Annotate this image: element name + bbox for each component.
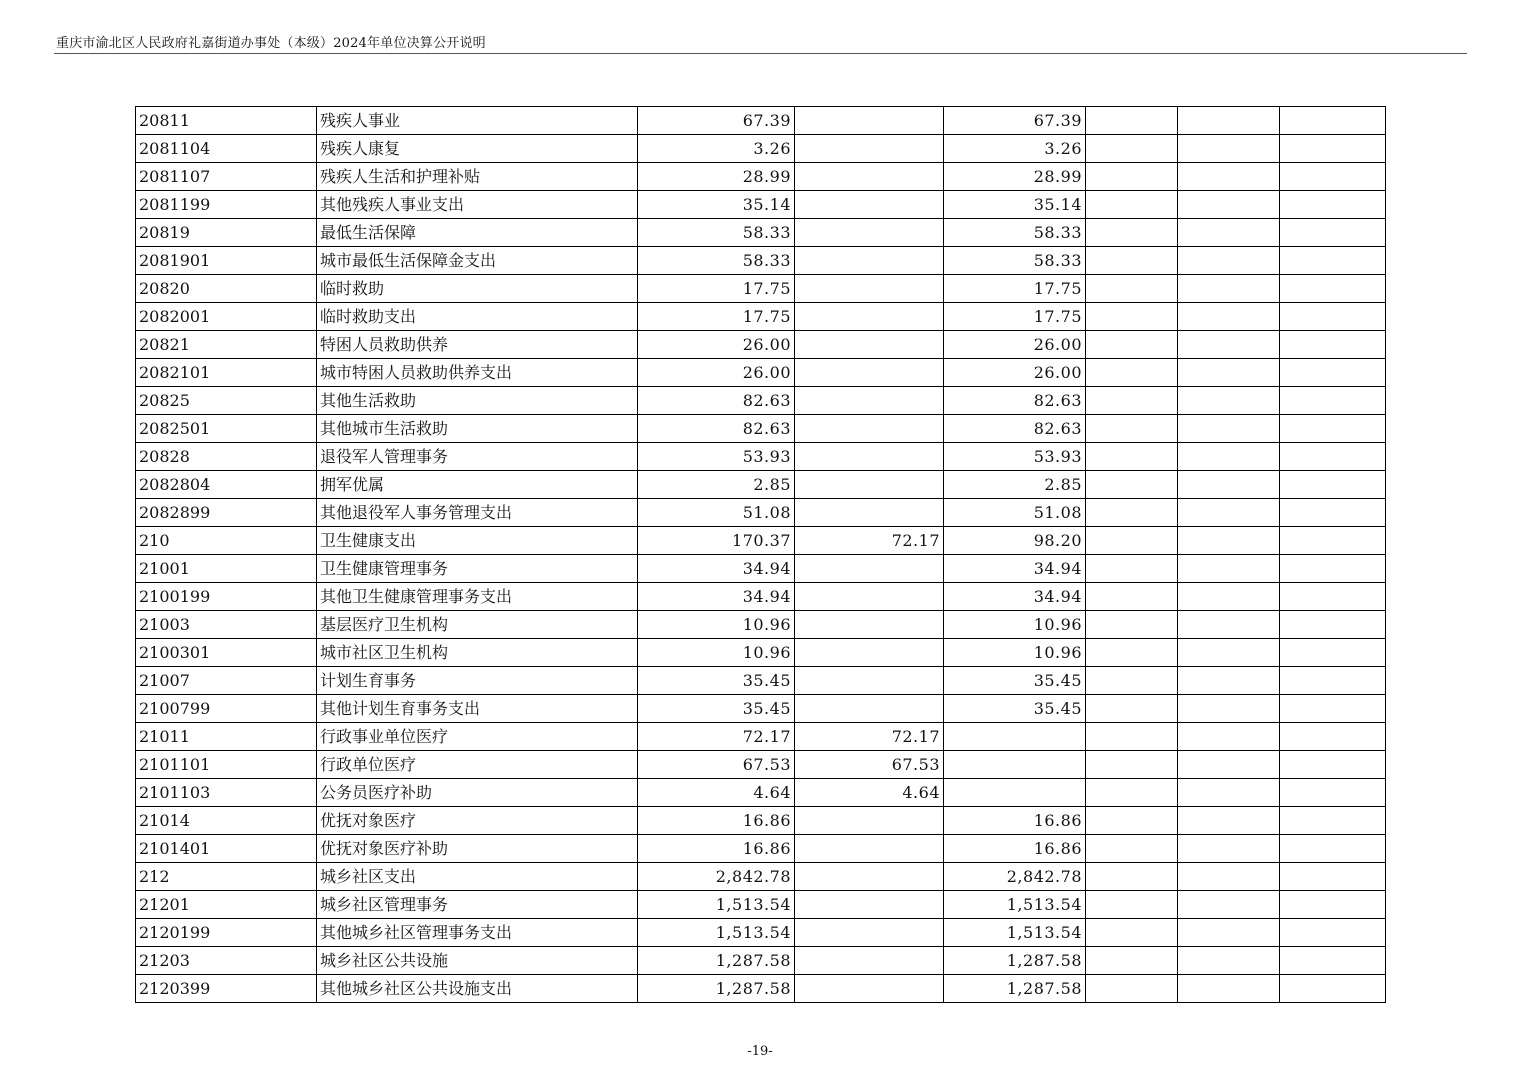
cell-subject-name: 拥军优属 xyxy=(317,471,638,499)
table-row xyxy=(136,723,1386,751)
table-row xyxy=(136,583,1386,611)
cell-empty xyxy=(1086,415,1178,443)
table-row xyxy=(136,975,1386,1003)
table-row xyxy=(136,247,1386,275)
cell-basic-expenditure xyxy=(795,107,944,135)
cell-basic-expenditure xyxy=(795,387,944,415)
cell-subject-code: 2120399 xyxy=(136,975,317,1003)
cell-total-expenditure: 17.75 xyxy=(638,303,795,331)
cell-empty xyxy=(1086,975,1178,1003)
cell-total-expenditure: 1,513.54 xyxy=(638,891,795,919)
cell-empty xyxy=(1086,667,1178,695)
table-row xyxy=(136,471,1386,499)
cell-basic-expenditure xyxy=(795,499,944,527)
cell-empty xyxy=(1280,835,1386,863)
cell-basic-expenditure xyxy=(795,331,944,359)
cell-empty xyxy=(1086,331,1178,359)
cell-project-expenditure: 2,842.78 xyxy=(944,863,1086,891)
table-row xyxy=(136,751,1386,779)
cell-subject-name: 残疾人生活和护理补贴 xyxy=(317,163,638,191)
cell-total-expenditure: 53.93 xyxy=(638,443,795,471)
cell-empty xyxy=(1178,779,1280,807)
cell-subject-name: 退役军人管理事务 xyxy=(317,443,638,471)
cell-empty xyxy=(1178,583,1280,611)
cell-empty xyxy=(1178,303,1280,331)
cell-empty xyxy=(1280,275,1386,303)
cell-project-expenditure: 58.33 xyxy=(944,219,1086,247)
cell-empty xyxy=(1280,471,1386,499)
cell-subject-name: 基层医疗卫生机构 xyxy=(317,611,638,639)
cell-project-expenditure: 17.75 xyxy=(944,303,1086,331)
table-row xyxy=(136,947,1386,975)
cell-subject-code: 2081107 xyxy=(136,163,317,191)
cell-empty xyxy=(1280,331,1386,359)
table-row xyxy=(136,135,1386,163)
cell-empty xyxy=(1280,751,1386,779)
cell-empty xyxy=(1086,163,1178,191)
cell-subject-code: 2081104 xyxy=(136,135,317,163)
cell-subject-code: 210 xyxy=(136,527,317,555)
cell-basic-expenditure xyxy=(795,667,944,695)
table-row xyxy=(136,359,1386,387)
cell-project-expenditure: 3.26 xyxy=(944,135,1086,163)
cell-empty xyxy=(1280,135,1386,163)
cell-empty xyxy=(1178,611,1280,639)
table-row xyxy=(136,191,1386,219)
cell-total-expenditure: 35.45 xyxy=(638,667,795,695)
cell-subject-name: 城市最低生活保障金支出 xyxy=(317,247,638,275)
cell-subject-code: 2082899 xyxy=(136,499,317,527)
cell-basic-expenditure xyxy=(795,303,944,331)
cell-total-expenditure: 10.96 xyxy=(638,611,795,639)
cell-empty xyxy=(1280,723,1386,751)
table-row xyxy=(136,499,1386,527)
cell-empty xyxy=(1280,387,1386,415)
cell-basic-expenditure xyxy=(795,471,944,499)
table-row xyxy=(136,891,1386,919)
cell-empty xyxy=(1178,219,1280,247)
table-row xyxy=(136,667,1386,695)
cell-project-expenditure: 16.86 xyxy=(944,835,1086,863)
page-number: -19- xyxy=(747,1044,773,1059)
cell-empty xyxy=(1178,891,1280,919)
cell-subject-code: 2081901 xyxy=(136,247,317,275)
cell-subject-code: 2100301 xyxy=(136,639,317,667)
cell-basic-expenditure xyxy=(795,555,944,583)
cell-subject-name: 优抚对象医疗 xyxy=(317,807,638,835)
cell-subject-code: 20821 xyxy=(136,331,317,359)
cell-basic-expenditure: 67.53 xyxy=(795,751,944,779)
cell-project-expenditure: 1,513.54 xyxy=(944,891,1086,919)
cell-empty xyxy=(1280,443,1386,471)
cell-empty xyxy=(1086,723,1178,751)
cell-empty xyxy=(1086,919,1178,947)
cell-subject-name: 其他城市生活救助 xyxy=(317,415,638,443)
cell-subject-code: 21014 xyxy=(136,807,317,835)
cell-project-expenditure: 35.14 xyxy=(944,191,1086,219)
cell-empty xyxy=(1086,807,1178,835)
cell-subject-name: 城乡社区公共设施 xyxy=(317,947,638,975)
cell-total-expenditure: 67.53 xyxy=(638,751,795,779)
cell-total-expenditure: 1,287.58 xyxy=(638,947,795,975)
cell-project-expenditure: 1,287.58 xyxy=(944,975,1086,1003)
cell-empty xyxy=(1178,471,1280,499)
cell-empty xyxy=(1280,975,1386,1003)
cell-empty xyxy=(1086,891,1178,919)
cell-empty xyxy=(1178,667,1280,695)
cell-subject-code: 20819 xyxy=(136,219,317,247)
table-row xyxy=(136,779,1386,807)
table-row xyxy=(136,807,1386,835)
cell-project-expenditure: 28.99 xyxy=(944,163,1086,191)
cell-total-expenditure: 58.33 xyxy=(638,219,795,247)
cell-total-expenditure: 10.96 xyxy=(638,639,795,667)
cell-empty xyxy=(1280,191,1386,219)
cell-total-expenditure: 34.94 xyxy=(638,583,795,611)
cell-empty xyxy=(1086,303,1178,331)
cell-total-expenditure: 26.00 xyxy=(638,331,795,359)
cell-empty xyxy=(1178,107,1280,135)
cell-total-expenditure: 26.00 xyxy=(638,359,795,387)
cell-empty xyxy=(1280,863,1386,891)
cell-empty xyxy=(1086,863,1178,891)
table-row xyxy=(136,835,1386,863)
cell-subject-code: 21003 xyxy=(136,611,317,639)
cell-empty xyxy=(1086,947,1178,975)
cell-subject-name: 特困人员救助供养 xyxy=(317,331,638,359)
cell-empty xyxy=(1178,723,1280,751)
cell-project-expenditure xyxy=(944,779,1086,807)
cell-subject-name: 其他生活救助 xyxy=(317,387,638,415)
cell-project-expenditure: 10.96 xyxy=(944,611,1086,639)
cell-project-expenditure: 35.45 xyxy=(944,667,1086,695)
cell-project-expenditure: 82.63 xyxy=(944,387,1086,415)
table-row xyxy=(136,163,1386,191)
cell-basic-expenditure xyxy=(795,191,944,219)
cell-total-expenditure: 34.94 xyxy=(638,555,795,583)
cell-empty xyxy=(1086,695,1178,723)
cell-basic-expenditure xyxy=(795,807,944,835)
cell-project-expenditure: 1,287.58 xyxy=(944,947,1086,975)
cell-empty xyxy=(1178,163,1280,191)
cell-project-expenditure: 1,513.54 xyxy=(944,919,1086,947)
table-row xyxy=(136,275,1386,303)
cell-subject-name: 其他城乡社区管理事务支出 xyxy=(317,919,638,947)
cell-empty xyxy=(1280,695,1386,723)
cell-subject-name: 城市社区卫生机构 xyxy=(317,639,638,667)
cell-empty xyxy=(1280,303,1386,331)
cell-project-expenditure: 2.85 xyxy=(944,471,1086,499)
cell-subject-code: 21203 xyxy=(136,947,317,975)
cell-basic-expenditure xyxy=(795,135,944,163)
table-row xyxy=(136,415,1386,443)
cell-project-expenditure: 34.94 xyxy=(944,555,1086,583)
cell-empty xyxy=(1178,807,1280,835)
table-row xyxy=(136,555,1386,583)
cell-subject-code: 2082101 xyxy=(136,359,317,387)
cell-subject-name: 临时救助支出 xyxy=(317,303,638,331)
cell-subject-name: 其他卫生健康管理事务支出 xyxy=(317,583,638,611)
cell-empty xyxy=(1178,863,1280,891)
cell-subject-name: 城乡社区支出 xyxy=(317,863,638,891)
cell-subject-name: 其他城乡社区公共设施支出 xyxy=(317,975,638,1003)
table-row xyxy=(136,863,1386,891)
cell-empty xyxy=(1280,639,1386,667)
cell-total-expenditure: 35.14 xyxy=(638,191,795,219)
cell-subject-name: 卫生健康管理事务 xyxy=(317,555,638,583)
cell-project-expenditure: 10.96 xyxy=(944,639,1086,667)
cell-total-expenditure: 4.64 xyxy=(638,779,795,807)
cell-project-expenditure: 67.39 xyxy=(944,107,1086,135)
cell-empty xyxy=(1086,639,1178,667)
header-divider xyxy=(54,53,1467,54)
cell-empty xyxy=(1178,527,1280,555)
cell-subject-code: 2100199 xyxy=(136,583,317,611)
cell-basic-expenditure: 72.17 xyxy=(795,527,944,555)
cell-empty xyxy=(1280,499,1386,527)
cell-basic-expenditure xyxy=(795,835,944,863)
table-row xyxy=(136,303,1386,331)
cell-empty xyxy=(1178,555,1280,583)
cell-empty xyxy=(1086,443,1178,471)
cell-empty xyxy=(1280,611,1386,639)
cell-empty xyxy=(1086,359,1178,387)
cell-empty xyxy=(1086,191,1178,219)
cell-empty xyxy=(1280,219,1386,247)
cell-total-expenditure: 16.86 xyxy=(638,807,795,835)
cell-project-expenditure: 53.93 xyxy=(944,443,1086,471)
cell-empty xyxy=(1178,247,1280,275)
cell-project-expenditure: 34.94 xyxy=(944,583,1086,611)
cell-empty xyxy=(1280,163,1386,191)
cell-basic-expenditure xyxy=(795,415,944,443)
cell-project-expenditure: 26.00 xyxy=(944,359,1086,387)
cell-project-expenditure: 35.45 xyxy=(944,695,1086,723)
cell-project-expenditure: 26.00 xyxy=(944,331,1086,359)
cell-total-expenditure: 82.63 xyxy=(638,387,795,415)
cell-subject-code: 2082501 xyxy=(136,415,317,443)
cell-project-expenditure xyxy=(944,723,1086,751)
cell-empty xyxy=(1086,583,1178,611)
cell-subject-name: 行政单位医疗 xyxy=(317,751,638,779)
cell-subject-code: 2100799 xyxy=(136,695,317,723)
table-row xyxy=(136,611,1386,639)
cell-empty xyxy=(1280,583,1386,611)
cell-empty xyxy=(1086,499,1178,527)
cell-subject-code: 20811 xyxy=(136,107,317,135)
cell-basic-expenditure xyxy=(795,695,944,723)
cell-project-expenditure xyxy=(944,751,1086,779)
cell-basic-expenditure xyxy=(795,863,944,891)
cell-basic-expenditure xyxy=(795,443,944,471)
cell-empty xyxy=(1086,751,1178,779)
cell-empty xyxy=(1280,947,1386,975)
cell-subject-code: 2082001 xyxy=(136,303,317,331)
cell-subject-name: 其他退役军人事务管理支出 xyxy=(317,499,638,527)
cell-subject-name: 残疾人事业 xyxy=(317,107,638,135)
cell-basic-expenditure: 72.17 xyxy=(795,723,944,751)
cell-empty xyxy=(1280,779,1386,807)
cell-subject-code: 2081199 xyxy=(136,191,317,219)
cell-empty xyxy=(1280,527,1386,555)
cell-empty xyxy=(1178,975,1280,1003)
cell-project-expenditure: 17.75 xyxy=(944,275,1086,303)
cell-subject-code: 21201 xyxy=(136,891,317,919)
cell-basic-expenditure xyxy=(795,639,944,667)
cell-empty xyxy=(1280,107,1386,135)
cell-empty xyxy=(1086,275,1178,303)
cell-empty xyxy=(1178,639,1280,667)
cell-total-expenditure: 1,513.54 xyxy=(638,919,795,947)
cell-empty xyxy=(1280,807,1386,835)
cell-empty xyxy=(1280,247,1386,275)
table-row xyxy=(136,443,1386,471)
cell-total-expenditure: 67.39 xyxy=(638,107,795,135)
cell-empty xyxy=(1178,415,1280,443)
cell-project-expenditure: 82.63 xyxy=(944,415,1086,443)
cell-empty xyxy=(1280,919,1386,947)
cell-total-expenditure: 16.86 xyxy=(638,835,795,863)
table-row xyxy=(136,107,1386,135)
cell-empty xyxy=(1086,471,1178,499)
cell-subject-code: 21011 xyxy=(136,723,317,751)
cell-project-expenditure: 98.20 xyxy=(944,527,1086,555)
table-row xyxy=(136,331,1386,359)
cell-subject-name: 卫生健康支出 xyxy=(317,527,638,555)
cell-empty xyxy=(1178,191,1280,219)
cell-empty xyxy=(1280,891,1386,919)
cell-empty xyxy=(1086,387,1178,415)
cell-subject-code: 21007 xyxy=(136,667,317,695)
cell-empty xyxy=(1178,499,1280,527)
cell-subject-code: 2101401 xyxy=(136,835,317,863)
cell-empty xyxy=(1280,667,1386,695)
cell-subject-code: 21001 xyxy=(136,555,317,583)
cell-basic-expenditure xyxy=(795,247,944,275)
cell-basic-expenditure xyxy=(795,359,944,387)
cell-total-expenditure: 17.75 xyxy=(638,275,795,303)
table-row xyxy=(136,919,1386,947)
table-row xyxy=(136,639,1386,667)
cell-basic-expenditure xyxy=(795,219,944,247)
expenditure-table-body xyxy=(136,107,1386,1003)
cell-total-expenditure: 51.08 xyxy=(638,499,795,527)
cell-subject-name: 城市特困人员救助供养支出 xyxy=(317,359,638,387)
cell-subject-name: 优抚对象医疗补助 xyxy=(317,835,638,863)
cell-empty xyxy=(1178,695,1280,723)
cell-project-expenditure: 58.33 xyxy=(944,247,1086,275)
cell-empty xyxy=(1280,359,1386,387)
cell-basic-expenditure xyxy=(795,947,944,975)
document-header-title: 重庆市渝北区人民政府礼嘉街道办事处（本级）2024年单位决算公开说明 xyxy=(56,36,486,51)
cell-subject-code: 20828 xyxy=(136,443,317,471)
cell-project-expenditure: 51.08 xyxy=(944,499,1086,527)
cell-basic-expenditure xyxy=(795,611,944,639)
cell-total-expenditure: 58.33 xyxy=(638,247,795,275)
cell-total-expenditure: 82.63 xyxy=(638,415,795,443)
cell-subject-code: 2082804 xyxy=(136,471,317,499)
cell-empty xyxy=(1280,415,1386,443)
cell-basic-expenditure xyxy=(795,975,944,1003)
cell-total-expenditure: 170.37 xyxy=(638,527,795,555)
cell-subject-code: 2101103 xyxy=(136,779,317,807)
cell-empty xyxy=(1178,359,1280,387)
cell-empty xyxy=(1178,751,1280,779)
cell-basic-expenditure: 4.64 xyxy=(795,779,944,807)
cell-basic-expenditure xyxy=(795,583,944,611)
cell-empty xyxy=(1178,275,1280,303)
cell-basic-expenditure xyxy=(795,919,944,947)
table-row xyxy=(136,387,1386,415)
cell-empty xyxy=(1178,835,1280,863)
cell-empty xyxy=(1178,331,1280,359)
cell-project-expenditure: 16.86 xyxy=(944,807,1086,835)
cell-total-expenditure: 1,287.58 xyxy=(638,975,795,1003)
cell-subject-code: 20825 xyxy=(136,387,317,415)
cell-empty xyxy=(1086,247,1178,275)
cell-subject-code: 2120199 xyxy=(136,919,317,947)
cell-empty xyxy=(1086,779,1178,807)
cell-empty xyxy=(1178,947,1280,975)
expenditure-table xyxy=(135,106,1386,1003)
cell-subject-name: 公务员医疗补助 xyxy=(317,779,638,807)
cell-total-expenditure: 28.99 xyxy=(638,163,795,191)
table-row xyxy=(136,695,1386,723)
cell-empty xyxy=(1178,135,1280,163)
cell-basic-expenditure xyxy=(795,163,944,191)
cell-total-expenditure: 3.26 xyxy=(638,135,795,163)
cell-empty xyxy=(1086,219,1178,247)
cell-subject-code: 212 xyxy=(136,863,317,891)
cell-empty xyxy=(1280,555,1386,583)
cell-subject-name: 临时救助 xyxy=(317,275,638,303)
cell-total-expenditure: 35.45 xyxy=(638,695,795,723)
cell-basic-expenditure xyxy=(795,891,944,919)
cell-total-expenditure: 2,842.78 xyxy=(638,863,795,891)
cell-empty xyxy=(1178,919,1280,947)
cell-subject-name: 其他残疾人事业支出 xyxy=(317,191,638,219)
cell-subject-name: 行政事业单位医疗 xyxy=(317,723,638,751)
cell-empty xyxy=(1086,611,1178,639)
table-row xyxy=(136,527,1386,555)
cell-empty xyxy=(1086,527,1178,555)
cell-subject-name: 其他计划生育事务支出 xyxy=(317,695,638,723)
cell-empty xyxy=(1086,135,1178,163)
cell-subject-code: 2101101 xyxy=(136,751,317,779)
cell-subject-name: 残疾人康复 xyxy=(317,135,638,163)
cell-total-expenditure: 72.17 xyxy=(638,723,795,751)
cell-total-expenditure: 2.85 xyxy=(638,471,795,499)
cell-subject-code: 20820 xyxy=(136,275,317,303)
cell-empty xyxy=(1086,107,1178,135)
cell-subject-name: 最低生活保障 xyxy=(317,219,638,247)
table-row xyxy=(136,219,1386,247)
cell-empty xyxy=(1178,443,1280,471)
cell-empty xyxy=(1086,835,1178,863)
cell-basic-expenditure xyxy=(795,275,944,303)
cell-subject-name: 城乡社区管理事务 xyxy=(317,891,638,919)
cell-empty xyxy=(1178,387,1280,415)
cell-subject-name: 计划生育事务 xyxy=(317,667,638,695)
cell-empty xyxy=(1086,555,1178,583)
